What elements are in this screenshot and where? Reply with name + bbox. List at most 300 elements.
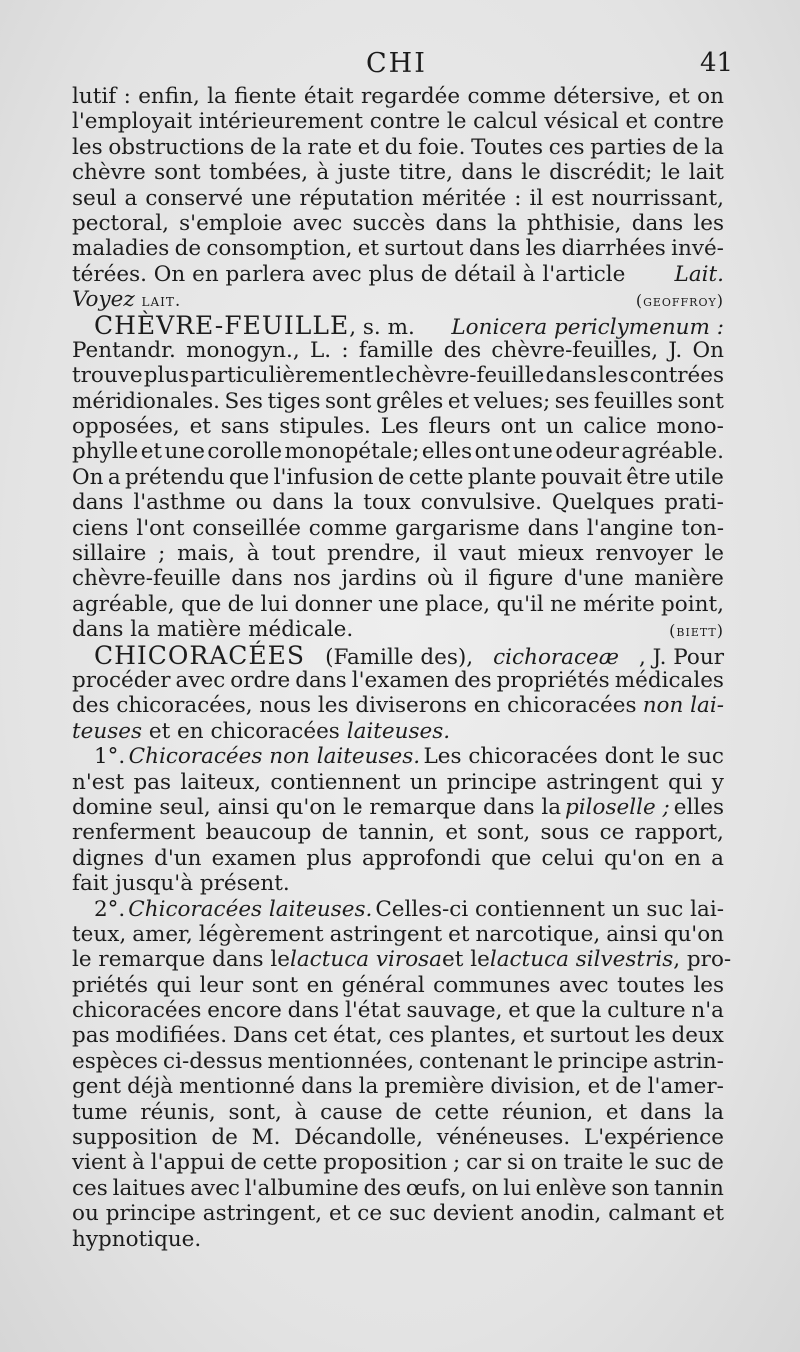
word: mais, [177,541,236,567]
word: des [454,667,492,693]
word: trouve [72,363,143,389]
word: Ses [224,388,263,414]
word: chèvre-feuilles, [491,337,659,363]
word: et [587,1074,609,1100]
word: conseillée [192,515,301,541]
word: mieux [517,541,584,567]
text-line [72,566,724,591]
text-line [72,109,724,134]
word: avec [175,667,226,693]
word: calcul [473,109,538,135]
word: l'employait [72,109,192,135]
word: parties [590,134,667,160]
text-span: , J. Pour [639,644,724,670]
text-line [72,389,724,414]
word: la [704,134,724,160]
word: que [535,998,576,1024]
word: ont [500,414,537,440]
word: invé- [671,236,724,262]
word: conservé [145,185,244,211]
word: du [384,134,413,160]
word: astringent [546,769,659,795]
word: place, [425,591,491,617]
word: la [207,84,227,109]
word: grêles [375,388,444,414]
headline-left [94,310,415,340]
word: lui [260,591,289,617]
word: donner [294,591,372,617]
word: sont, [476,820,531,846]
word: à [316,160,330,186]
word: odeur [555,439,619,465]
word: sont [154,160,201,186]
word: l'asthme [133,490,226,516]
word: ci-dessus [163,1048,263,1074]
text-line [72,998,724,1023]
word: qu'on [604,845,665,871]
word: détersive, [553,84,662,109]
text-line [72,668,724,693]
word: le [660,160,681,186]
word: sans [220,414,270,440]
word: foie. [418,134,466,160]
word: général [341,972,425,998]
word: pouvait [540,464,622,490]
word: particulièrement [190,363,374,389]
word: L'expérience [583,1125,724,1151]
word: n'est [72,769,125,795]
text-line [72,744,724,769]
word: le [704,541,724,567]
text-span: teuses [72,718,143,744]
word: modifiées. [115,1023,228,1049]
word: l'appui [150,1150,225,1176]
word: intérieurement [198,109,364,135]
word: la [704,1099,724,1125]
word: priétés [72,972,149,998]
word: de [377,464,405,490]
word: des [363,1175,402,1201]
word: Toutes [471,134,544,160]
word: convulsive. [420,490,543,516]
word: tannin [654,1175,724,1201]
word: et [140,439,163,465]
word: mono- [656,414,724,440]
word: de [174,236,202,262]
text-span: térées. On en parlera avec plus de détail à l'article [72,261,626,287]
word: avec [558,972,609,998]
text-line [72,795,724,820]
word: encore [207,998,282,1024]
text-line [72,135,724,160]
word: prendre, [327,541,422,567]
word: sont, [228,1099,282,1125]
word: les [634,1023,666,1049]
word: ciens [72,515,129,541]
text-line [72,947,732,973]
word: ne [550,591,577,617]
text-line [72,1074,724,1099]
page-header [0,48,800,82]
word: la [497,210,517,236]
word: de [395,1099,422,1125]
word: discrédit; [549,160,653,186]
word: nos [293,566,331,592]
text-line [72,846,724,871]
word: vénéneuses. [436,1125,571,1151]
word: œufs, [405,1175,467,1201]
word: fleurs [428,414,491,440]
word: une [512,439,553,465]
word: de [211,1125,238,1151]
word: dans [231,566,283,592]
text-span: non lai- [642,693,724,719]
word: mérite [583,591,655,617]
word: d'un [154,845,202,871]
text-span: laiteuses. [346,718,451,744]
text-line [72,1049,724,1074]
word: cause [320,1099,383,1125]
running-head: CHI [366,48,427,79]
word: devient [432,1201,514,1227]
word: les [525,236,557,262]
word: monogyn., [186,337,300,363]
word: phthisie, [527,210,622,236]
word: calmant [608,1201,696,1227]
word: amer, [132,921,193,947]
word: culture [607,998,686,1024]
word: proposition [323,1150,448,1176]
word: réputation [299,185,414,211]
word: contenant [419,1048,529,1074]
word: dans [545,363,597,389]
word: ces [548,134,585,160]
entry-head-chevrefeuille: CHÈVRE-FEUILLE [94,310,350,340]
text-line [72,363,724,388]
text-span: , pro- [673,947,732,973]
text-line [72,1201,724,1226]
word: le [533,1048,554,1074]
word: une [251,185,292,211]
subsection-title: Chicoracées non laiteuses. [128,744,421,770]
word: astringent [329,921,443,947]
word: plante [467,464,537,490]
word: ton- [681,515,724,541]
text-line [72,1176,724,1201]
word: l'albumine [244,1175,359,1201]
text-span: 1°. [94,744,126,770]
word: principe [446,769,537,795]
word: de [227,591,255,617]
text-line [72,414,724,439]
word: M. [251,1125,281,1151]
word: rapport, [634,820,724,846]
word: et [508,998,530,1024]
word: médicales [614,667,724,693]
word: seul [72,185,117,211]
word: contre [369,109,441,135]
word: principe [558,1048,649,1074]
text-span: Les chicoracées dont le suc [423,744,724,770]
word: deux [671,1023,724,1049]
word: obstructions [108,134,245,160]
word: beaucoup [205,820,312,846]
word: la [333,490,354,516]
word: n'a [691,998,724,1024]
word: être [626,464,671,490]
latin-name: lactuca silvestris [489,947,674,973]
text-line [72,287,724,312]
text-span: 2°. [94,896,126,922]
word: toux [363,490,411,516]
word: tiges [267,388,321,414]
word: communes [433,972,551,998]
word: nourrissant, [591,185,724,211]
word: juste [337,160,391,186]
word: figure [488,566,554,592]
word: dans [468,236,521,262]
word: légèrement [198,921,324,947]
word: était [303,84,354,109]
word: manière [634,566,724,592]
word: ces [388,1023,425,1049]
word: narcotique, [475,921,601,947]
word: l'état [344,998,401,1024]
word: dans [640,1099,692,1125]
word: son [611,1175,650,1201]
word: ou [72,1201,99,1227]
text-span: Voyez [72,287,135,313]
word: prétendu [124,464,225,490]
word: et [668,84,690,109]
word: agréable. [621,439,724,465]
word: en [674,845,701,871]
word: vaut [458,541,507,567]
word: et [445,820,467,846]
word: contrées [629,363,724,389]
word: de [672,134,699,160]
text-line [72,160,724,185]
text-line [72,617,724,642]
word: dans [72,490,124,516]
page-number: 41 [700,48,734,78]
word: cette [434,1099,490,1125]
word: chicoracées [72,998,202,1024]
word: ainsi [606,921,658,947]
word: teux, [72,921,127,947]
word: dignes [72,845,145,871]
text-line [72,1125,724,1150]
word: comme [467,84,546,109]
word: tombées, [208,160,309,186]
word: sous [540,820,590,846]
word: Les [380,414,419,440]
word: jardins [341,566,417,592]
word: que [491,845,532,871]
text-span: et en chicoracées [148,718,340,744]
word: qu'on [663,921,724,947]
word: où [427,566,454,592]
text-line [72,236,724,261]
word: calice [583,414,647,440]
word: qui [667,769,703,795]
word: ont [474,439,511,465]
word: contre [653,109,724,135]
word: Décandolle, [294,1125,423,1151]
word: astringent, [202,1201,323,1227]
word: lait [688,160,724,186]
word: vient [72,1150,127,1176]
word: chèvre-feuille [395,363,545,389]
word: ordre [230,667,291,693]
word: de [321,820,349,846]
word: laiteux, [180,769,262,795]
word: famille [358,337,434,363]
word: plantes, [430,1023,517,1049]
word: tout [271,541,316,567]
text-span: des chicoracées, nous les diviserons en chicoracées [72,693,637,719]
latin-name: Lonicera periclymenum : [451,314,724,340]
word: et [702,1201,724,1227]
word: cette [262,1150,318,1176]
word: le [446,109,467,135]
text-line [72,186,724,211]
word: réunis, [140,1099,216,1125]
word: il [464,566,479,592]
word: le [629,1150,649,1176]
word: l'infusion [273,464,374,490]
word: et [448,921,470,947]
word: rate [307,134,353,160]
word: le [521,160,541,186]
word: plus [306,845,352,871]
word: l'amer- [647,1074,724,1100]
text-line [72,820,724,845]
word: anodin, [520,1201,602,1227]
text-line [72,516,724,541]
text-line [72,465,724,490]
word: dans [527,515,580,541]
word: : [123,84,131,109]
word: à [294,1099,308,1125]
word: des [443,337,482,363]
word: prati- [664,490,724,516]
word: pas [72,1023,110,1049]
word: état, [333,1023,383,1049]
author-signature: (geoffroy) [635,291,724,311]
word: sauvage, [406,998,503,1024]
word: feuilles [594,388,673,414]
word: point, [661,591,724,617]
word: dans [301,1074,353,1100]
word: agréable, [72,591,175,617]
word: à [246,541,260,567]
word: fiente [234,84,297,109]
word: dans [631,210,684,236]
word: la [358,1074,379,1100]
cross-reference: lait. [141,291,182,312]
word: méritée [421,185,507,211]
word: succès [352,210,426,236]
word: velues; [473,388,551,414]
word: a [107,464,121,490]
word: ; [453,1150,461,1176]
word: y [711,769,724,795]
word: une [164,439,205,465]
word: gent [72,1074,121,1100]
word: et [447,388,470,414]
text-line [72,973,724,998]
text-line [72,1100,724,1125]
word: maladies [72,236,170,262]
word: réunion, [501,1099,594,1125]
word: elles [421,439,473,465]
word: sont [251,972,299,998]
text-line [72,439,724,464]
word: est [551,185,584,211]
word: pectoral, [72,210,169,236]
word: suc [388,1201,426,1227]
word: utile [674,464,724,490]
entry-head-chicoracees: CHICORACÉES [94,640,306,670]
word: mentionnées, [267,1048,415,1074]
word: comme [308,515,388,541]
word: dans [295,667,347,693]
word: traite [563,1150,624,1176]
word: l'examen [351,667,450,693]
word: enfin, [138,84,200,109]
word: de [230,1150,257,1176]
word: l'ont [136,515,185,541]
subsection-title: Chicoracées laiteuses. [128,896,373,922]
word: déjà [127,1074,174,1100]
text-line [72,84,724,109]
word: avec [190,1175,240,1201]
word: renvoyer [595,541,693,567]
word: et [329,1201,351,1227]
word: J. [668,337,683,363]
text-line: hypnotique. [72,1226,202,1252]
word: les [693,972,724,998]
word: On [692,337,724,363]
word: procéder [72,667,171,693]
entry-headline [72,640,724,670]
word: ce [357,1201,383,1227]
word: lutif [72,84,117,109]
word: ou [235,490,263,516]
word: chèvre-feuille [72,566,221,592]
word: titre, [398,160,453,186]
word: regardée [360,84,461,109]
word: a [124,185,138,211]
word: méridionales. [72,388,220,414]
text-line [72,1150,724,1175]
word: mentionné [179,1074,295,1100]
word: il [529,185,544,211]
text-line [72,897,724,922]
word: dans [435,210,487,236]
word: les [72,134,103,160]
word: plus [143,363,190,389]
word: dans [272,490,324,516]
word: l'angine [586,515,674,541]
word: que [180,591,222,617]
text-line [72,490,724,515]
text-span: domine seul, ainsi qu'on le remarque dans la [72,794,562,820]
word: monopétale; [284,439,420,465]
word: sont [324,388,372,414]
word: tume [72,1099,128,1125]
